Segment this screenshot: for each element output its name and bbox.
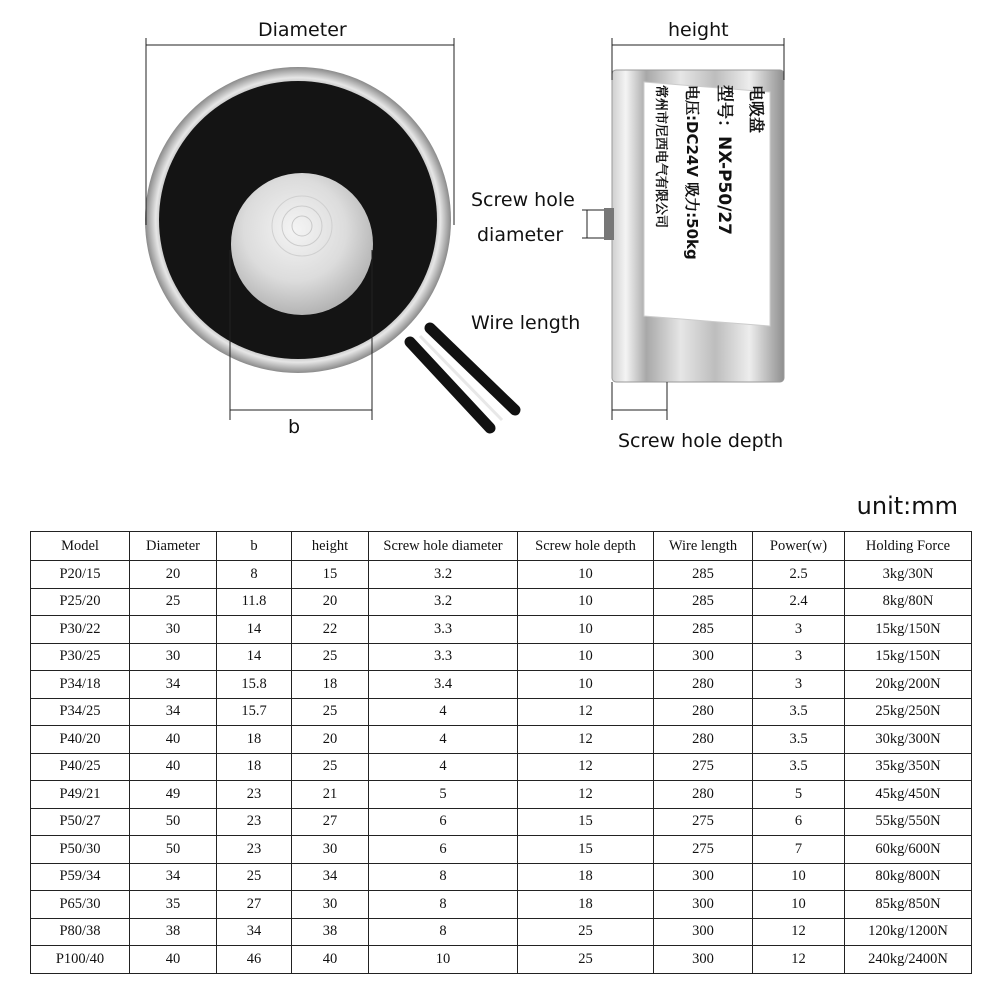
cell-screw-hole-diameter: 4 xyxy=(369,753,518,781)
header-screw-hole-depth: Screw hole depth xyxy=(518,532,654,561)
cell-screw-hole-depth: 10 xyxy=(518,616,654,644)
cell-model: P59/34 xyxy=(31,863,130,891)
cell-b: 23 xyxy=(217,808,292,836)
table-row xyxy=(31,671,972,699)
cell-screw-hole-depth: 25 xyxy=(518,918,654,946)
cell-b: 18 xyxy=(217,753,292,781)
cell-power: 3.5 xyxy=(753,698,845,726)
cell-screw-hole-depth: 12 xyxy=(518,726,654,754)
table-row xyxy=(31,726,972,754)
cell-diameter: 38 xyxy=(130,918,217,946)
product-label-voltage: 电压:DC24V 吸力:50kg xyxy=(683,85,701,260)
cell-model: P40/25 xyxy=(31,753,130,781)
diameter-label: Diameter xyxy=(258,19,347,41)
cell-b: 23 xyxy=(217,836,292,864)
cell-height: 25 xyxy=(292,753,369,781)
product-label xyxy=(642,85,772,325)
cell-height: 27 xyxy=(292,808,369,836)
cell-screw-hole-diameter: 3.3 xyxy=(369,643,518,671)
cell-height: 21 xyxy=(292,781,369,809)
cell-screw-hole-diameter: 10 xyxy=(369,946,518,974)
cell-holding-force: 80kg/800N xyxy=(845,863,972,891)
cell-model: P34/25 xyxy=(31,698,130,726)
table-header-row xyxy=(31,532,972,561)
cell-model: P20/15 xyxy=(31,561,130,589)
cell-power: 12 xyxy=(753,918,845,946)
cell-model: P65/30 xyxy=(31,891,130,919)
cell-model: P30/25 xyxy=(31,643,130,671)
header-holding-force: Holding Force xyxy=(845,532,972,561)
cell-model: P50/30 xyxy=(31,836,130,864)
cell-diameter: 40 xyxy=(130,726,217,754)
header-b: b xyxy=(217,532,292,561)
header-wire-length: Wire length xyxy=(654,532,753,561)
cell-power: 6 xyxy=(753,808,845,836)
cell-height: 15 xyxy=(292,561,369,589)
cell-power: 12 xyxy=(753,946,845,974)
cell-power: 10 xyxy=(753,891,845,919)
table-row xyxy=(31,643,972,671)
cell-wire-length: 275 xyxy=(654,808,753,836)
cell-power: 10 xyxy=(753,863,845,891)
cell-diameter: 40 xyxy=(130,946,217,974)
table-row xyxy=(31,781,972,809)
cell-screw-hole-diameter: 4 xyxy=(369,698,518,726)
cell-model: P50/27 xyxy=(31,808,130,836)
table-row xyxy=(31,918,972,946)
table-row xyxy=(31,588,972,616)
cell-model: P80/38 xyxy=(31,918,130,946)
cell-model: P40/20 xyxy=(31,726,130,754)
cell-diameter: 40 xyxy=(130,753,217,781)
magnet-front-view xyxy=(145,67,451,373)
cell-power: 3 xyxy=(753,643,845,671)
table-row xyxy=(31,616,972,644)
cell-height: 38 xyxy=(292,918,369,946)
cell-model: P30/22 xyxy=(31,616,130,644)
cell-power: 3 xyxy=(753,616,845,644)
cell-wire-length: 275 xyxy=(654,836,753,864)
unit-label: unit:mm xyxy=(856,492,958,520)
cell-height: 40 xyxy=(292,946,369,974)
cell-screw-hole-diameter: 8 xyxy=(369,891,518,919)
cell-b: 34 xyxy=(217,918,292,946)
screw-hole-diameter-label-line2: diameter xyxy=(477,224,564,246)
cell-screw-hole-depth: 15 xyxy=(518,808,654,836)
cell-wire-length: 285 xyxy=(654,561,753,589)
cell-screw-hole-diameter: 5 xyxy=(369,781,518,809)
cell-screw-hole-diameter: 3.2 xyxy=(369,588,518,616)
table-row xyxy=(31,808,972,836)
wire-leads xyxy=(410,328,515,428)
header-diameter: Diameter xyxy=(130,532,217,561)
cell-diameter: 49 xyxy=(130,781,217,809)
cell-screw-hole-diameter: 8 xyxy=(369,863,518,891)
cell-screw-hole-diameter: 3.4 xyxy=(369,671,518,699)
cell-diameter: 50 xyxy=(130,836,217,864)
table-row xyxy=(31,946,972,974)
cell-holding-force: 15kg/150N xyxy=(845,643,972,671)
cell-b: 25 xyxy=(217,863,292,891)
cell-screw-hole-depth: 10 xyxy=(518,671,654,699)
cell-diameter: 50 xyxy=(130,808,217,836)
cell-wire-length: 300 xyxy=(654,863,753,891)
cell-screw-hole-diameter: 6 xyxy=(369,808,518,836)
header-power: Power(w) xyxy=(753,532,845,561)
table-row xyxy=(31,698,972,726)
cell-screw-hole-diameter: 3.3 xyxy=(369,616,518,644)
cell-screw-hole-depth: 12 xyxy=(518,698,654,726)
cell-wire-length: 280 xyxy=(654,781,753,809)
cell-holding-force: 3kg/30N xyxy=(845,561,972,589)
screw-hole-diameter-label-line1: Screw hole xyxy=(471,189,575,211)
cell-model: P100/40 xyxy=(31,946,130,974)
cell-holding-force: 8kg/80N xyxy=(845,588,972,616)
cell-screw-hole-depth: 25 xyxy=(518,946,654,974)
cell-height: 25 xyxy=(292,698,369,726)
cell-wire-length: 280 xyxy=(654,671,753,699)
screw-hole-depth-dimension xyxy=(612,382,667,420)
table-body xyxy=(31,561,972,974)
cell-power: 2.4 xyxy=(753,588,845,616)
cell-holding-force: 45kg/450N xyxy=(845,781,972,809)
cell-screw-hole-depth: 10 xyxy=(518,588,654,616)
cell-diameter: 34 xyxy=(130,671,217,699)
cell-screw-hole-diameter: 4 xyxy=(369,726,518,754)
cell-height: 30 xyxy=(292,836,369,864)
cell-screw-hole-diameter: 3.2 xyxy=(369,561,518,589)
product-label-company: 常州市尼西电气有限公司 xyxy=(653,85,668,229)
cell-diameter: 25 xyxy=(130,588,217,616)
cell-diameter: 30 xyxy=(130,616,217,644)
cell-height: 20 xyxy=(292,726,369,754)
cell-model: P34/18 xyxy=(31,671,130,699)
cell-screw-hole-depth: 15 xyxy=(518,836,654,864)
header-height: height xyxy=(292,532,369,561)
cell-height: 34 xyxy=(292,863,369,891)
cell-wire-length: 280 xyxy=(654,726,753,754)
cell-height: 25 xyxy=(292,643,369,671)
cell-wire-length: 275 xyxy=(654,753,753,781)
cell-screw-hole-depth: 10 xyxy=(518,643,654,671)
cell-holding-force: 30kg/300N xyxy=(845,726,972,754)
table-row xyxy=(31,753,972,781)
cell-wire-length: 300 xyxy=(654,946,753,974)
cell-b: 14 xyxy=(217,616,292,644)
cell-wire-length: 280 xyxy=(654,698,753,726)
spec-table xyxy=(30,531,972,974)
table-row xyxy=(31,863,972,891)
cell-power: 3 xyxy=(753,671,845,699)
cell-model: P49/21 xyxy=(31,781,130,809)
cell-holding-force: 20kg/200N xyxy=(845,671,972,699)
cell-b: 15.8 xyxy=(217,671,292,699)
cell-wire-length: 300 xyxy=(654,643,753,671)
cell-power: 3.5 xyxy=(753,726,845,754)
cell-power: 5 xyxy=(753,781,845,809)
cell-height: 18 xyxy=(292,671,369,699)
product-label-model: 型号：NX-P50/27 xyxy=(714,85,734,235)
product-label-line1: 电吸盘 xyxy=(747,85,766,134)
cell-screw-hole-diameter: 6 xyxy=(369,836,518,864)
cell-diameter: 20 xyxy=(130,561,217,589)
cell-b: 11.8 xyxy=(217,588,292,616)
cell-diameter: 34 xyxy=(130,863,217,891)
cell-height: 30 xyxy=(292,891,369,919)
cell-screw-hole-depth: 12 xyxy=(518,753,654,781)
cell-diameter: 30 xyxy=(130,643,217,671)
cell-holding-force: 15kg/150N xyxy=(845,616,972,644)
wire-length-label: Wire length xyxy=(471,312,581,334)
cell-holding-force: 120kg/1200N xyxy=(845,918,972,946)
cell-power: 7 xyxy=(753,836,845,864)
cell-holding-force: 60kg/600N xyxy=(845,836,972,864)
screw-hole-depth-label: Screw hole depth xyxy=(618,430,784,452)
cell-diameter: 35 xyxy=(130,891,217,919)
cell-power: 2.5 xyxy=(753,561,845,589)
cell-height: 20 xyxy=(292,588,369,616)
cell-screw-hole-depth: 18 xyxy=(518,863,654,891)
cell-holding-force: 35kg/350N xyxy=(845,753,972,781)
cell-b: 46 xyxy=(217,946,292,974)
table-row xyxy=(31,836,972,864)
cell-b: 8 xyxy=(217,561,292,589)
cell-screw-hole-diameter: 8 xyxy=(369,918,518,946)
cell-model: P25/20 xyxy=(31,588,130,616)
screw-hole-diameter-dimension xyxy=(582,210,604,238)
cell-holding-force: 240kg/2400N xyxy=(845,946,972,974)
cell-wire-length: 300 xyxy=(654,918,753,946)
header-model: Model xyxy=(31,532,130,561)
cell-holding-force: 55kg/550N xyxy=(845,808,972,836)
b-label: b xyxy=(288,416,301,438)
cell-b: 14 xyxy=(217,643,292,671)
table-row xyxy=(31,891,972,919)
table-row xyxy=(31,561,972,589)
cell-b: 23 xyxy=(217,781,292,809)
cell-screw-hole-depth: 18 xyxy=(518,891,654,919)
cell-b: 18 xyxy=(217,726,292,754)
cell-b: 27 xyxy=(217,891,292,919)
cell-wire-length: 285 xyxy=(654,616,753,644)
cell-diameter: 34 xyxy=(130,698,217,726)
header-screw-hole-diameter: Screw hole diameter xyxy=(369,532,518,561)
cell-wire-length: 300 xyxy=(654,891,753,919)
height-label: height xyxy=(668,19,729,41)
cell-screw-hole-depth: 10 xyxy=(518,561,654,589)
cell-holding-force: 85kg/850N xyxy=(845,891,972,919)
cell-holding-force: 25kg/250N xyxy=(845,698,972,726)
cell-b: 15.7 xyxy=(217,698,292,726)
cell-height: 22 xyxy=(292,616,369,644)
cell-power: 3.5 xyxy=(753,753,845,781)
cell-wire-length: 285 xyxy=(654,588,753,616)
cell-screw-hole-depth: 12 xyxy=(518,781,654,809)
